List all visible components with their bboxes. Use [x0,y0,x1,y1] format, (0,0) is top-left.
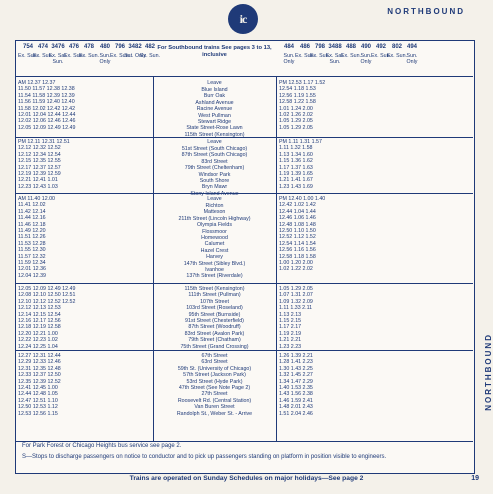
left-times-row: 11.53 12.28 [18,240,46,247]
right-times-row: 1.02 1.22 2.02 [279,266,313,273]
right-times-row: 1.19 2.19 [279,330,302,337]
station-name: 63rd Street [201,359,228,366]
left-times-row: 11.54 11.58 12.39 12.39 [18,92,75,99]
left-train-number: 482 [144,44,155,50]
left-times-row: 11.50 11.57 12.38 12.38 [18,86,75,93]
right-times-row: 1.17 1.37 1.63 [279,164,313,171]
left-times-row: 11.42 12.14 [18,208,46,215]
section-title: Leave [207,139,222,145]
station-name: Ivanhoe [205,267,224,273]
left-times-row: 12.27 12.31 12.44 [18,353,61,359]
right-times-row: 1.02 1.26 2.02 [279,112,313,118]
footnote-divider [15,441,473,442]
right-times-row: 12.44 1.04 1.44 [279,208,316,215]
station-name: Windsor Park [198,171,231,178]
station-name: 79th Street (Cheltenham) [184,165,245,172]
right-times-row: PM 12.40 1.00 1.40 [279,196,326,202]
right-times-row: 1.30 1.43 2.25 [279,365,313,372]
station-name: Randolph St., Weber St. - Arrive [176,410,253,417]
page-header [0,0,493,40]
station-name: 107th Street [200,298,229,305]
right-times-row: 1.28 1.41 2.23 [279,359,313,366]
left-times-row: 12.12 12.34 12.54 [18,151,61,158]
right-train-number: 3488 [328,44,342,50]
logo-text: ic [239,11,247,26]
section-divider-3 [15,283,473,284]
left-times-row: 12.20 12.21 1.00 [18,330,58,337]
section-divider-4 [15,350,473,351]
right-train-days: Sun. Only [406,53,418,65]
right-times-row: 12.54 1.18 1.53 [279,86,316,93]
left-train-days: Sun. Only [99,53,111,65]
right-times-row: 1.17 2.17 [279,324,302,331]
right-times-row: 1.26 1.39 2.21 [279,353,313,359]
left-times-row: AM 12.37 12.37 [18,80,56,86]
left-train-days: Sat. Only [124,53,146,59]
station-name: 87th Street (Woodruff) [188,324,241,331]
station-name: 51st Street (South Chicago) [181,146,248,152]
right-times-row: 1.40 1.53 2.35 [279,385,313,391]
left-times-row: 11.59 12.34 [18,260,46,266]
right-train-number: 488 [345,44,356,50]
station-name: Hazel Crest [200,247,229,254]
station-name: Matteson [203,209,226,216]
left-train-number: 3482 [128,44,142,50]
right-train-days: Ex. Sun. [340,53,362,59]
left-times-row: 12.31 12.35 12.48 [18,365,61,372]
right-times-row: 1.00 1.20 2.00 [279,260,313,266]
station-name: 75th Street (Grand Crossing) [180,343,249,350]
left-times-row: 11.49 12.20 [18,228,46,234]
section-title: Leave [207,196,222,202]
station-name: State Street-Rose Lawn [186,125,243,132]
left-train-number: 480 [99,44,110,50]
right-train-number: 798 [314,44,325,50]
station-name: 79th Street (Chatham) [188,337,241,344]
left-train-number: 474 [37,44,48,50]
left-times-row: 12.23 12.43 1.03 [18,183,58,190]
left-train-days: Ex. Sun. [63,53,85,59]
station-name: 57th Street (Jackson Park) [183,372,246,379]
right-times-row: 1.43 1.56 2.38 [279,391,313,398]
southbound-reference-header: For Southbound trains See pages 3 to 13, inclusive [157,45,272,58]
left-times-row: 12.05 12.09 12.49 12.49 [18,286,76,292]
left-train-days: Ex. Sun. [139,53,161,59]
station-name: 27th Street [201,391,228,398]
left-times-row: 12.21 12.41 1.01 [18,177,58,184]
station-name: 103rd Street (Roseland) [186,305,243,312]
left-times-row: 12.14 12.15 12.54 [18,311,61,318]
station-name: 211th Street (Lincoln Highway) [178,215,251,222]
left-times-row: 12.44 12.48 1.05 [18,391,58,398]
right-train-days: Ex. Sun. [386,53,408,59]
station-name: 91st Street (Chesterfield) [185,318,244,324]
side-direction-label: NORTHBOUND [484,333,493,411]
left-times-row: 12.35 12.39 12.52 [18,378,61,385]
left-train-days: Ex. Sun. [109,53,131,59]
station-name: 147th Street (Sibley Blvd.) [183,260,246,267]
left-times-row: PM 12.11 12.31 12.51 [18,139,70,145]
left-times-row: 12.22 12.23 1.02 [18,337,58,344]
right-train-days: Sun. Only [360,53,372,65]
left-times-row: 12.05 12.09 12.49 12.49 [18,124,76,131]
station-name: 47th Street (See Note Page 2) [178,385,251,391]
station-name: Richton [205,203,224,209]
station-name: Calumet [204,241,225,248]
left-train-days: Ex. Sat. Sun. [48,53,68,65]
right-times-row: 12.54 1.14 1.54 [279,240,316,247]
right-train-number: 492 [375,44,386,50]
northbound-title: NORTHBOUND [387,7,465,16]
station-name: 137th Street (Riverdale) [186,273,243,280]
station-name: South Shore [199,178,230,184]
left-train-number: 754 [22,44,33,50]
right-times-row: 12.48 1.08 1.48 [279,221,316,228]
section-title: Leave [207,80,222,86]
left-times-row: 12.01 12.36 [18,266,46,273]
station-name: Blue Island [201,87,228,93]
station-name: Roosevelt Rd. (Central Station) [177,397,252,404]
right-times-row: 1.23 1.43 1.69 [279,183,313,190]
left-times-row: 11.55 12.30 [18,247,46,254]
station-name: Flossmoor [202,228,227,235]
left-times-row: 12.29 12.33 12.46 [18,359,61,366]
left-times-row: 12.33 12.37 12.50 [18,372,61,379]
right-times-row: 1.51 2.04 2.46 [279,410,313,417]
station-name: 83rd Street (Avalon Park) [184,330,245,337]
right-train-number: 484 [283,44,294,50]
station-name: 111th Street (Pullman) [188,292,241,299]
left-times-row: 12.53 12.56 1.15 [18,410,58,417]
page-number: 19 [471,475,479,482]
right-train-days: Sun. Only [283,53,295,65]
right-times-row: 1.21 2.21 [279,337,302,344]
right-train-days: Ex. Sun. [309,53,331,59]
right-times-row: 1.07 1.31 2.07 [279,292,313,299]
right-times-row: 1.19 1.39 1.65 [279,171,313,177]
header-divider [15,76,473,77]
right-times-row: 12.58 1.22 1.58 [279,99,316,106]
right-times-row: 1.15 2.15 [279,318,302,324]
right-train-number: 486 [299,44,310,50]
left-times-row: 12.47 12.51 1.10 [18,397,58,404]
station-name: 115th Street (Kensington) [184,286,245,292]
station-name: 67th Street [201,353,228,359]
right-times-row: 1.05 1.29 2.05 [279,286,313,292]
right-times-row: 12.50 1.10 1.50 [279,228,316,234]
right-times-row: PM 12.53 1.17 1.52 [279,80,326,86]
left-times-row: 12.16 12.17 12.56 [18,318,61,324]
right-times-row: 1.23 2.23 [279,343,302,350]
right-times-row: 1.15 1.36 1.62 [279,158,313,165]
station-name: 83rd Street [201,158,228,165]
left-train-days: Ex. Sun. [17,53,39,59]
right-train-number: 802 [391,44,402,50]
right-times-row: 12.56 1.19 1.55 [279,92,316,99]
right-times-row: 1.48 2.01 2.43 [279,404,313,411]
right-train-days: Ex. Sun. [294,53,316,59]
left-times-row: 12.50 12.53 1.12 [18,404,58,411]
right-times-row: 1.34 1.47 2.29 [279,378,313,385]
left-times-row: 11.44 12.16 [18,215,46,222]
right-times-row: 12.46 1.06 1.46 [279,215,316,222]
right-train-number: 490 [360,44,371,50]
left-times-row: 11.57 12.32 [18,253,46,260]
right-times-row: 1.46 1.59 2.41 [279,397,313,404]
right-times-row: 1.13 1.34 1.60 [279,151,313,158]
left-times-row: 11.46 12.18 [18,221,46,228]
right-times-row: 1.09 1.32 2.09 [279,298,313,305]
right-times-row: 1.11 1.33 2.11 [279,305,313,312]
illinois-central-logo [228,4,258,34]
station-name: Homewood [201,235,228,241]
left-train-days: Ex. Sun. [78,53,100,59]
station-name: Olympia Fields [196,222,233,229]
footnote-bus: For Park Forest or Chicago Heights bus service see page 2. [22,443,182,449]
station-right-border [276,76,277,442]
left-times-row: 12.04 12.39 [18,272,46,279]
right-times-row: 1.01 1.24 2.00 [279,105,313,112]
left-times-row: 12.19 12.39 12.59 [18,171,61,177]
right-train-days: Ex. Sat. Sun. [325,53,345,65]
right-times-row: 1.13 2.13 [279,311,302,318]
left-train-number: 476 [68,44,79,50]
left-train-number: 796 [114,44,125,50]
right-times-row: 12.42 1.02 1.42 [279,202,316,209]
station-name: 87th Street (South Chicago) [181,152,248,159]
left-times-row: 12.02 12.06 12.46 12.46 [18,118,76,125]
left-times-row: 12.24 12.25 1.04 [18,343,58,350]
left-times-row: 11.41 12.02 [18,202,46,209]
left-times-row: 12.12 12.13 12.53 [18,305,61,312]
station-name: Ashland Avenue [195,99,234,106]
station-name: Bryn Mawr [201,184,228,191]
right-train-number: 494 [406,44,417,50]
station-name: 53rd Street (Hyde Park) [186,378,243,385]
holiday-note: Trains are operated on Sunday Schedules on major holidays—See page 2 [129,475,364,482]
left-times-row: 12.12 12.32 12.52 [18,145,61,152]
right-times-row: 1.05 1.29 2.05 [279,124,313,131]
right-times-row: 1.05 1.29 2.05 [279,118,313,125]
right-train-days: Ex. Sun. [370,53,392,59]
station-name: West Pullman [198,112,231,119]
station-name: 59th St. (University of Chicago) [177,365,252,372]
right-times-row: 1.11 1.32 1.58 [279,145,313,152]
left-times-row: 11.56 11.59 12.40 12.40 [18,99,75,106]
left-times-row: 12.18 12.19 12.58 [18,324,61,331]
left-times-row: 12.41 12.45 1.00 [18,385,58,391]
right-times-row: 12.58 1.18 1.58 [279,253,316,260]
station-name: Stony Island Avenue [190,190,239,197]
left-times-row: 11.51 12.26 [18,234,46,241]
station-name: Stewart Ridge [197,119,232,125]
left-times-row: 11.58 12.02 12.42 12.42 [18,105,76,112]
left-times-row: 12.08 12.10 12.50 12.51 [18,292,76,299]
station-name: Van Buren Street [194,404,235,411]
right-times-row: 1.21 1.41 1.67 [279,177,313,184]
station-name: 95th Street (Burnside) [188,311,241,318]
left-times-row: AM 11.40 12.00 [18,196,56,202]
left-train-number: 3476 [51,44,65,50]
station-name: 115th Street (Kensington) [184,131,245,138]
left-times-row: 12.10 12.12 12.52 12.52 [18,298,76,305]
station-name: Burr Oak [203,93,226,100]
left-times-row: 12.15 12.35 12.55 [18,158,61,165]
footnote-stops: S—Stops to discharge passengers on notice to conductor and to pick up passengers standing on platform in position visible to engineers. [22,454,387,460]
left-train-days: Ex. Sun. [32,53,54,59]
right-times-row: PM 1.11 1.31 1.57 [279,139,322,145]
left-train-number: 478 [83,44,94,50]
left-times-row: 12.17 12.37 12.57 [18,164,61,171]
right-times-row: 1.32 1.45 2.27 [279,372,313,379]
left-times-row: 12.01 12.04 12.44 12.44 [18,112,76,118]
right-times-row: 12.56 1.16 1.56 [279,247,316,254]
right-times-row: 12.52 1.12 1.52 [279,234,316,241]
station-name: Harvey [206,254,223,261]
station-name: Racine Avenue [196,106,233,113]
